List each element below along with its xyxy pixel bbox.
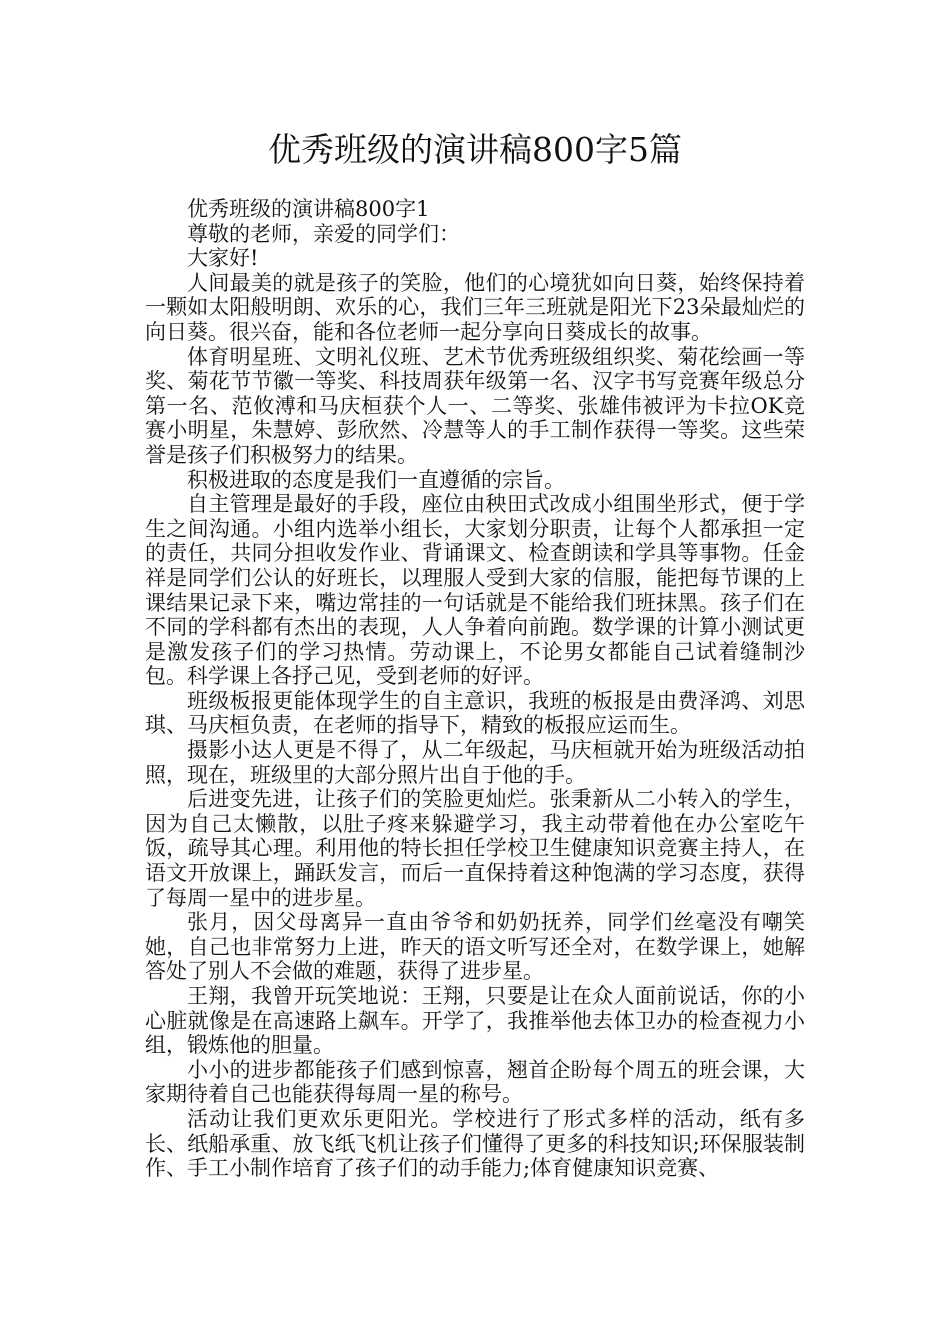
document-body xyxy=(145,197,805,1181)
paragraph: 尊敬的老师，亲爱的同学们： xyxy=(187,221,460,246)
paragraph: 王翔，我曾开玩笑地说：王翔，只要是让在众人面前说话，你的小心脏就像是在高速路上飙车。开学了，我推举他去体卫办的检查视力小组，锻炼他的胆量。 xyxy=(145,984,805,1058)
paragraph: 后进变先进，让孩子们的笑脸更灿烂。张秉新从二小转入的学生，因为自己太懒散，以肚子疼来躲避学习，我主动带着他在办公室吃午饭，疏导其心理。利用他的特长担任学校卫生健康知识竞赛主持人，在语文开放课上，踊跃发言，而后一直保持着这种饱满的学习态度，获得了每周一星中的进步星。 xyxy=(145,787,805,910)
paragraph: 张月，因父母离异一直由爷爷和奶奶抚养，同学们丝毫没有嘲笑她，自己也非常努力上进，昨天的语文听写还全对，在数学课上，她解答处了别人不会做的难题，获得了进步星。 xyxy=(145,910,805,984)
paragraph: 人间最美的就是孩子的笑脸，他们的心境犹如向日葵，始终保持着一颗如太阳般明朗、欢乐的心，我们三年三班就是阳光下23朵最灿烂的向日葵。很兴奋，能和各位老师一起分享向日葵成长的故事。 xyxy=(145,270,805,344)
paragraph: 活动让我们更欢乐更阳光。学校进行了形式多样的活动，纸有多长、纸船承重、放飞纸飞机让孩子们懂得了更多的科技知识;环保服装制作、手工小制作培育了孩子们的动手能力;体育健康知识竞赛、 xyxy=(145,1106,805,1181)
paragraph: 班级板报更能体现学生的自主意识，我班的板报是由费泽鸿、刘思琪、马庆桓负责，在老师的指导下，精致的板报应运而生。 xyxy=(145,688,805,738)
paragraph: 摄影小达人更是不得了，从二年级起，马庆桓就开始为班级活动拍照，现在，班级里的大部分照片出自于他的手。 xyxy=(145,738,805,787)
paragraph: 积极进取的态度是我们一直遵循的宗旨。 xyxy=(187,467,565,492)
paragraph: 自主管理是最好的手段，座位由秧田式改成小组围坐形式，便于学生之间沟通。小组内选举小组长，大家划分职责，让每个人都承担一定的责任，共同分担收发作业、背诵课文、检查朗读和学具等事物。任金祥是同学们公认的好班长，以理服人受到大家的信服，能把每节课的上课结果记录下来，嘴边常挂的一句话就是不能给我们班抹黑。孩子们在不同的学科都有杰出的表现，人人争着向前跑。数学课的计算小测试更是激发孩子们的学习热情。劳动课上，不论男女都能自己试着缝制沙包。科学课上各抒己见，受到老师的好评。 xyxy=(145,492,805,689)
paragraph: 大家好! xyxy=(187,246,259,271)
paragraph: 优秀班级的演讲稿800字1 xyxy=(187,197,430,221)
document-title: 优秀班级的演讲稿800字5篇 xyxy=(268,130,682,169)
paragraph: 体育明星班、文明礼仪班、艺术节优秀班级组织奖、菊花绘画一等奖、菊花节节徽一等奖、科技周获年级第一名、汉字书写竞赛年级总分第一名、范攸溥和马庆桓获个人一、二等奖、张雄伟被评为卡拉OK竞赛小明星，朱慧婷、彭欣然、冷慧等人的手工制作获得一等奖。这些荣誉是孩子们积极努力的结果。 xyxy=(145,344,805,467)
paragraph: 小小的进步都能孩子们感到惊喜，翘首企盼每个周五的班会课，大家期待着自己也能获得每周一星的称号。 xyxy=(145,1057,805,1107)
